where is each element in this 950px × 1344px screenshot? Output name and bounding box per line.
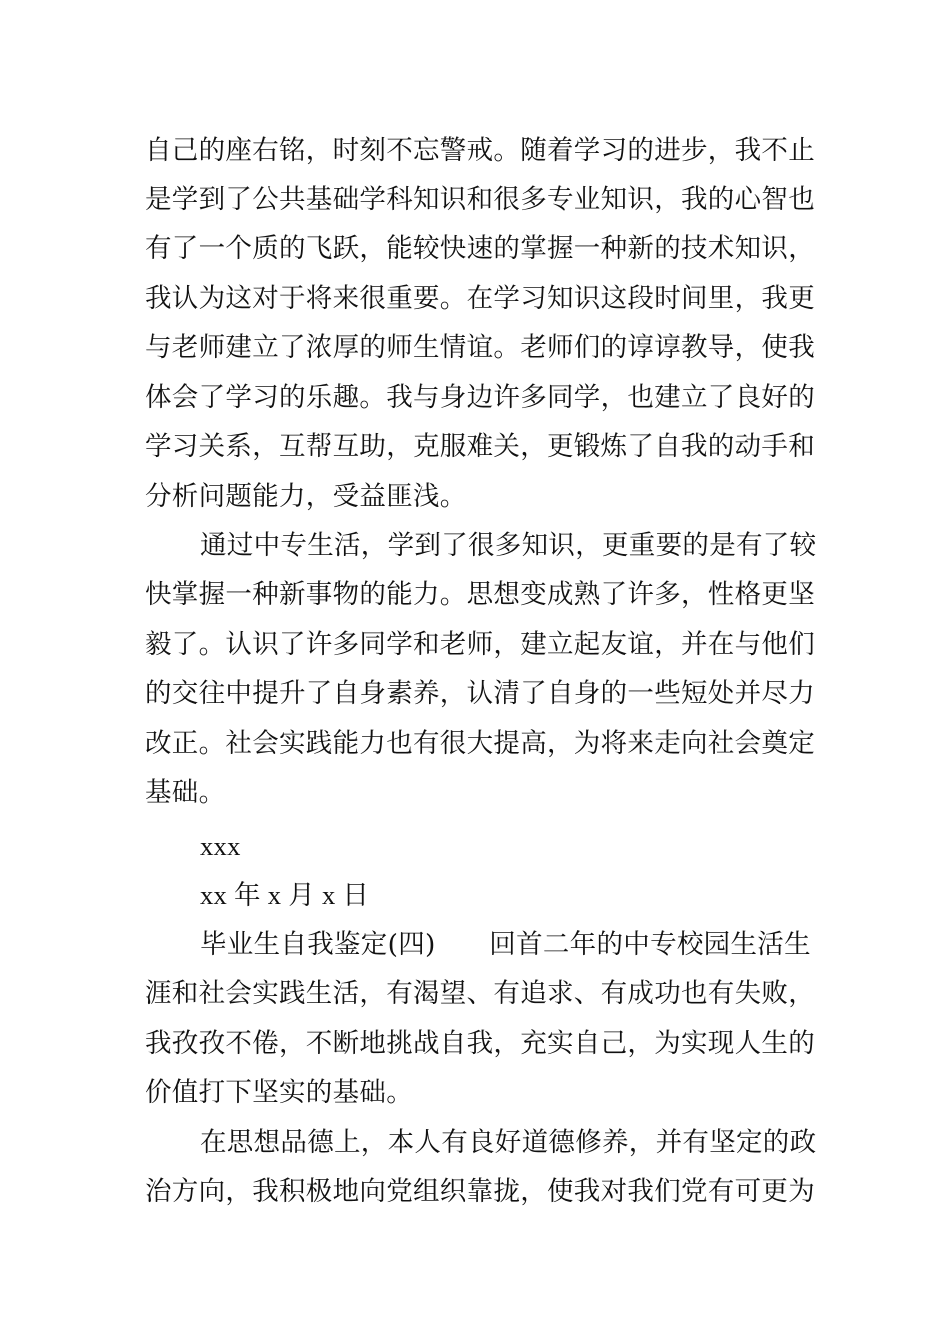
paragraph-line: 有了一个质的飞跃，能较快速的掌握一种新的技术知识， [145,233,815,264]
signature-date: xx 年 x 月 x 日 [200,880,370,910]
paragraph-line: 学习关系，互帮互助，克服难关，更锻炼了自我的动手和 [145,431,815,462]
paragraph-line: 治方向，我积极地向党组织靠拢，使我对我们党有可更为 [145,1176,815,1207]
paragraph-line: 涯和社会实践生活，有渴望、有追求、有成功也有失败， [145,978,815,1009]
paragraph-line: 自己的座右铭，时刻不忘警戒。随着学习的进步，我不止 [145,135,815,166]
paragraph-line: 分析问题能力，受益匪浅。 [145,481,467,512]
paragraph-line: 毅了。认识了许多同学和老师，建立起友谊，并在与他们 [145,629,815,660]
paragraph-line: 改正。社会实践能力也有很大提高，为将来走向社会奠定 [145,728,815,759]
paragraph-line: 体会了学习的乐趣。我与身边许多同学，也建立了良好的 [145,382,815,413]
paragraph-line: 是学到了公共基础学科知识和很多专业知识，我的心智也 [145,184,815,215]
paragraph-line: 基础。 [145,777,226,808]
paragraph-line: 我孜孜不倦，不断地挑战自我，充实自己，为实现人生的 [145,1028,815,1059]
paragraph-line: 与老师建立了浓厚的师生情谊。老师们的谆谆教导，使我 [145,332,815,363]
paragraph-line: 的交往中提升了自身素养，认清了自身的一些短处并尽力 [145,678,815,709]
paragraph-line: 我认为这对于将来很重要。在学习知识这段时间里，我更 [145,283,815,314]
paragraph-line: 快掌握一种新事物的能力。思想变成熟了许多，性格更坚 [145,579,815,610]
paragraph-line: 价值打下坚实的基础。 [145,1077,413,1108]
paragraph-line: 在思想品德上，本人有良好道德修养，并有坚定的政 [200,1127,817,1158]
paragraph-line: 通过中专生活，学到了很多知识，更重要的是有了较 [200,530,817,561]
section-heading-line: 毕业生自我鉴定(四) 回首二年的中专校园生活生 [200,929,811,960]
signature-name: xxx [200,831,241,861]
